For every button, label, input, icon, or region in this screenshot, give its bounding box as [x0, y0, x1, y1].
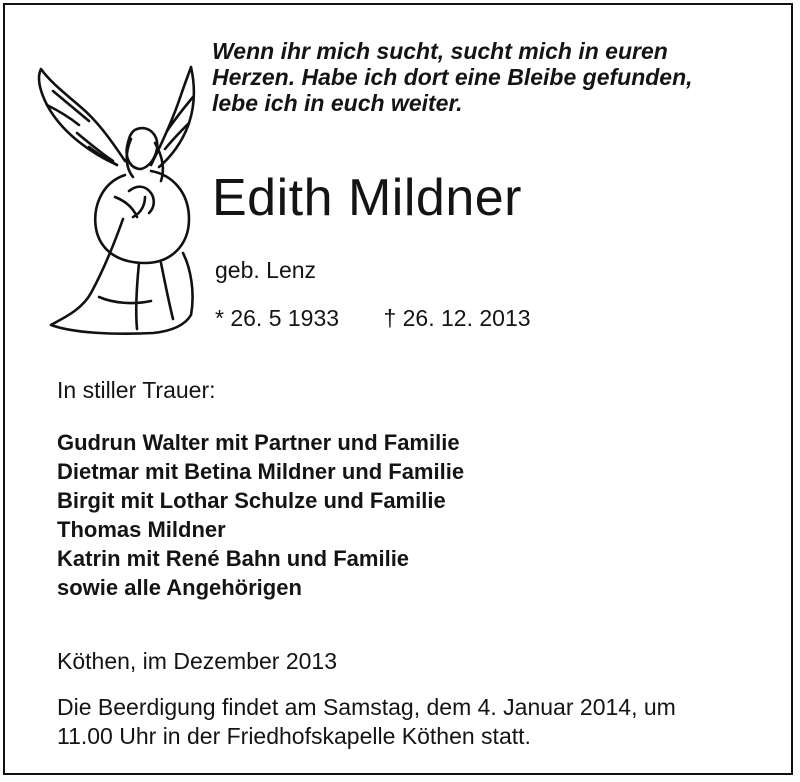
place-date: Köthen, im Dezember 2013 — [57, 648, 337, 674]
birth-name: geb. Lenz — [215, 257, 317, 283]
mourner-item: sowie alle Angehörigen — [57, 575, 302, 600]
funeral-notice — [57, 693, 777, 751]
mourner-item: Gudrun Walter mit Partner und Familie — [57, 430, 460, 455]
mourner-item: Katrin mit René Bahn und Familie — [57, 546, 410, 571]
death-date: † 26. 12. 2013 — [383, 305, 531, 331]
mourning-label: In stiller Trauer: — [57, 377, 216, 403]
funeral-line: 11.00 Uhr in der Friedhofskapelle Köthen statt. — [57, 723, 531, 749]
mourner-item: Dietmar mit Betina Mildner und Familie — [57, 459, 465, 484]
birth-date: * 26. 5 1933 — [215, 305, 340, 331]
deceased-name: Edith Mildner — [212, 169, 522, 227]
motto-quote — [212, 38, 772, 116]
mourner-item: Birgit mit Lothar Schulze und Familie — [57, 488, 446, 513]
funeral-line: Die Beerdigung findet am Samstag, dem 4. Januar 2014, um — [57, 694, 676, 720]
mourners-list — [57, 428, 464, 602]
motto-line: Herzen. Habe ich dort eine Bleibe gefunden, — [212, 64, 693, 90]
obituary-notice — [3, 3, 793, 775]
mourner-item: Thomas Mildner — [57, 517, 226, 542]
motto-line: lebe ich in euch weiter. — [212, 90, 463, 116]
motto-line: Wenn ihr mich sucht, sucht mich in euren — [212, 38, 668, 64]
life-dates — [215, 303, 531, 333]
angel-icon — [33, 57, 199, 339]
